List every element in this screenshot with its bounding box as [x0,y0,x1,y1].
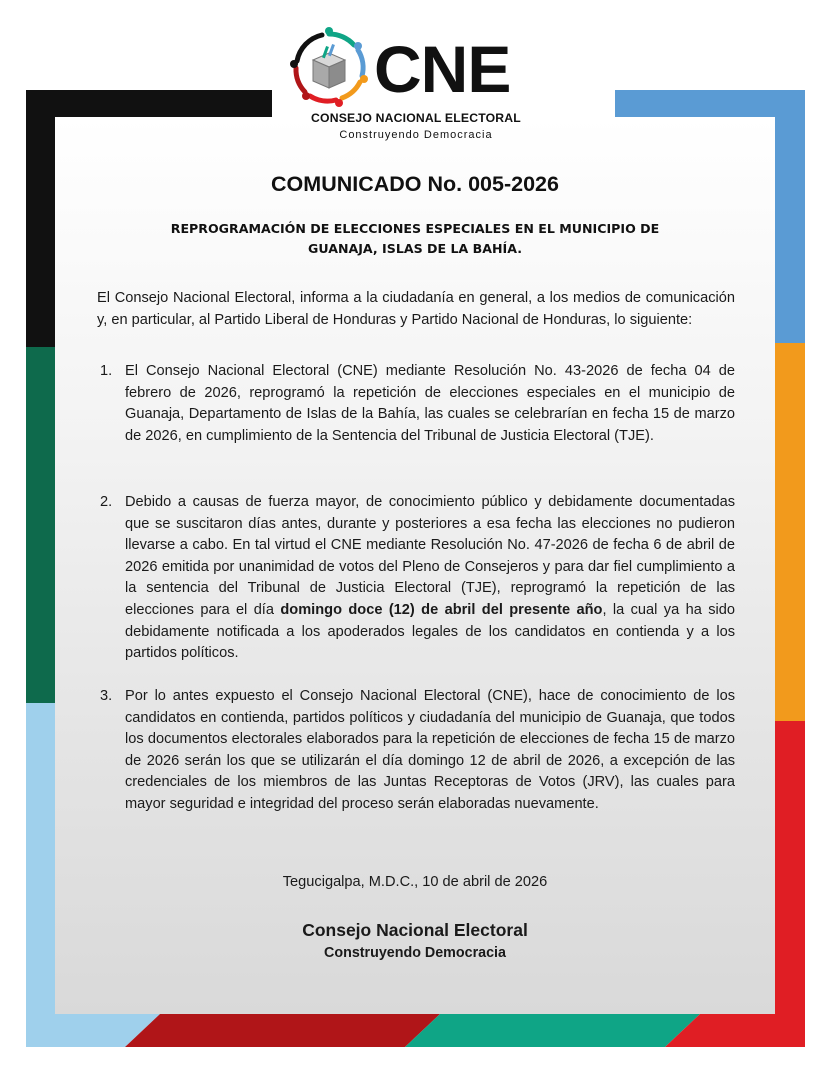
list-item-text: El Consejo Nacional Electoral (CNE) mediante Resolución No. 43-2026 de fecha 04 de febrero de 2026, reprogramó la repetición de elecciones especiales en el municipio de Guanaja, Departamento de Islas de la Bahía, las cuales se celebrarían en fecha 15 de marzo de 2026, en cumplimiento de la Sentencia del Tribunal de Justicia Electoral (TJE). [125,363,735,444]
place-and-date: Tegucigalpa, M.D.C., 10 de abril de 2026 [282,874,548,890]
frame-bottom-darkred-stripe [125,1014,440,1047]
list-item-text [125,492,735,665]
list-item-text: Por lo antes expuesto el Consejo Nacional Electoral (CNE), hace de conocimiento de los candidatos en contienda, partidos políticos y ciudadanía del municipio de Guanaja, que todos los documentos electorales elaborados para la repetición de elecciones de fecha 15 de marzo de 2026 serán los que se utilizarán el día domingo 12 de abril de 2026, a excepción de las credenciales de los miembros de las Juntas Receptoras de Votos (JRV), las cuales para mayor seguridad e integridad del proceso serán elaboradas nuevamente. [125,688,735,812]
logo-slogan: Construyendo Democracia [339,129,493,141]
list-item-number: 1. [100,363,113,379]
document-title: COMUNICADO No. 005-2026 [271,172,559,196]
frame-black-stripe [26,90,55,347]
list-item-emphasis: domingo doce (12) de abril del presente año [280,601,603,618]
intro-paragraph: El Consejo Nacional Electoral, informa a la ciudadanía en general, a los medios de comunicación y, en particular, al Partido Liberal de Honduras y Partido Nacional de Honduras, lo siguiente: [97,290,735,328]
list-item-number: 2. [100,494,113,510]
ballot-box-people-ring-icon [288,26,370,108]
frame-orange-stripe [775,343,805,721]
list-item-number: 3. [100,688,113,704]
frame-green-stripe [26,347,55,703]
frame-blue-stripe [775,90,805,343]
frame-top-black-stripe [26,90,272,117]
signature-organization: Consejo Nacional Electoral [302,920,528,940]
cne-logo [288,26,548,144]
logo-organization-name: CONSEJO NACIONAL ELECTORAL [311,111,521,125]
document-subtitle: REPROGRAMACIÓN DE ELECCIONES ESPECIALES EN EL MUNICIPIO DE GUANAJA, ISLAS DE LA BAHÍA. [170,221,660,256]
list-item-text-before: Debido a causas de fuerza mayor, de conocimiento público y debidamente documentadas que se suscitaron días antes, durante y posteriores a esa fecha las elecciones no pudieron llevarse a cabo. En tal virtud el CNE mediante Resolución No. 47-2026 de fecha 6 de abril de 2026 emitida por unanimidad de votos del Pleno de Consejeros y para dar fiel cumplimiento a la sentencia del Tribunal de Justicia Electoral (TJE), reprogramó la repetición de las elecciones para el día [125,494,735,618]
list-item-text-after: , la cual ya ha sido debidamente notificada a los apoderados legales de los candidatos en contienda y a los partidos políticos. [125,601,735,662]
signature-slogan: Construyendo Democracia [324,945,506,961]
frame-bottom-teal-stripe [405,1014,700,1047]
logo-wordmark: CNE [374,32,511,106]
